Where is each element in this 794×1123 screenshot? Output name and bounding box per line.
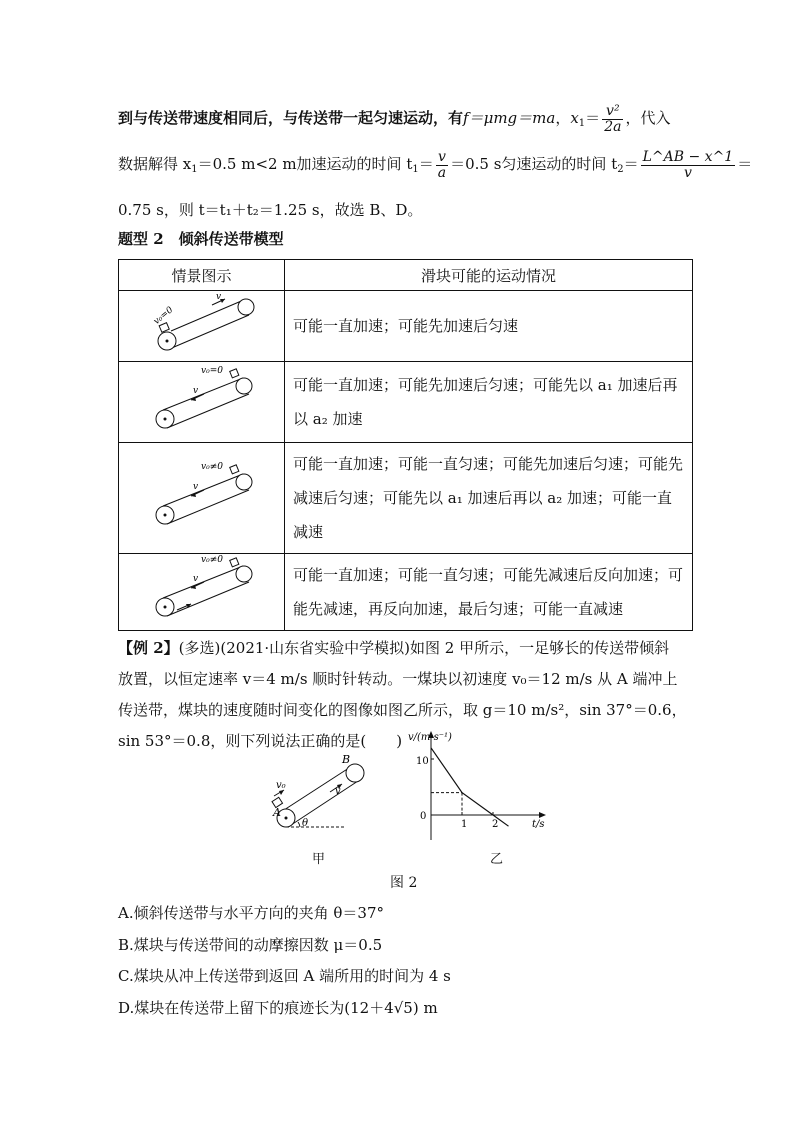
conveyor-diagram-up-v0-zero (119, 291, 285, 357)
scene-figure-2 (119, 362, 285, 443)
scene-figure-3 (119, 443, 285, 554)
svg-text:v: v (193, 386, 199, 396)
option-a: A.倾斜传送带与水平方向的夹角 θ＝37° (118, 904, 384, 922)
table-head-scene: 情景图示 (119, 260, 285, 291)
table-header-row (119, 260, 693, 291)
svg-text:A: A (273, 806, 281, 819)
y-tick-label-0: 0 (420, 811, 427, 822)
example-tag: 【例 2】 (118, 639, 179, 657)
figure-jia-conveyor (258, 750, 378, 840)
example-line-1: 【例 2】(多选)(2021·山东省实验中学模拟)如图 2 甲所示，一足够长的传送带倾斜 (118, 639, 670, 657)
svg-text:v: v (193, 574, 199, 584)
conveyor-diagram-down-v0-nonzero (119, 450, 285, 542)
example-line-2: 放置，以恒定速率 v＝4 m/s 顺时针转动。一煤块以初速度 v₀＝12 m/s 从 A 端冲上 (118, 670, 678, 688)
figure-jia-caption: 甲 (312, 852, 326, 867)
conveyor-diagram-down-reverse (119, 554, 285, 626)
fraction-v-a: $\frac{v}{a}$ (437, 149, 447, 181)
y-axis-label: v/(m·s⁻¹) (408, 732, 452, 743)
table-row (119, 362, 693, 443)
fraction-v2-2a: $\frac{\text{v²}}{2a}$ (604, 103, 622, 135)
motion-cell-4: 可能一直加速；可能一直匀速；可能先减速后反向加速；可能先减速，再反向加速，最后匀速；可能一直减速 (285, 554, 693, 631)
x-axis-label: t/s (532, 819, 545, 830)
motion-cell-1: 可能一直加速；可能先加速后匀速 (285, 291, 693, 362)
example-line-3: 传送带，煤块的速度随时间变化的图像如图乙所示，取 g＝10 m/s²，sin 37°＝0.6， (118, 701, 687, 719)
series-line (431, 748, 509, 826)
motion-cell-3: 可能一直加速；可能一直匀速；可能先加速后匀速；可能先减速后匀速；可能先以 a₁ 加速后再以 a₂ 加速；可能一直减速 (285, 443, 693, 554)
svg-text:θ: θ (302, 818, 309, 829)
scene-figure-1 (119, 291, 285, 362)
svg-text:v₀≠0: v₀≠0 (201, 462, 223, 472)
scene-figure-4 (119, 554, 285, 631)
option-c: C.煤块从冲上传送带到返回 A 端所用的时间为 4 s (118, 967, 451, 985)
svg-text:B: B (342, 753, 351, 766)
fraction-lab: $\frac{L\^{}AB - x\^{}1}{v}$ (642, 149, 734, 181)
svg-text:v: v (216, 292, 222, 302)
svg-text:v₀≠0: v₀≠0 (201, 555, 223, 565)
svg-text:v: v (193, 482, 199, 492)
figure-yi-caption: 乙 (490, 852, 504, 867)
svg-text:v₀=0: v₀=0 (201, 366, 223, 376)
option-d: D.煤块在传送带上留下的痕迹长为(12＋4√5) m (118, 999, 438, 1017)
motion-cell-2: 可能一直加速；可能先加速后匀速；可能先以 a₁ 加速后再以 a₂ 加速 (285, 362, 693, 443)
example-line-4: sin 53°＝0.8，则下列说法正确的是( ) (118, 732, 403, 750)
y-tick-label-10: 10 (416, 756, 429, 767)
solution-line-3: 0.75 s，则 t＝t₁＋t₂＝1.25 s，故选 B、D。 (118, 201, 423, 219)
solution-line-2: 数据解得 $x_1=0.5$ m<2 m加速运动的时间 $t_1=$ $\frac{v}{a}$ ＝0.5 s匀速运动的时间 $t_2=$ $\frac{L\^{}AB - x\^{}1}{v}$ ＝ (118, 149, 753, 181)
x-tick-label-1: 1 (461, 819, 468, 830)
table-head-motion: 滑块可能的运动情况 (285, 260, 693, 291)
svg-text:v₀=0: v₀=0 (152, 305, 176, 327)
model-table (118, 259, 693, 631)
figure-yi-vt-chart (398, 728, 548, 848)
svg-text:v₀: v₀ (276, 780, 286, 791)
table-row (119, 554, 693, 631)
section-title: 题型 2 倾斜传送带模型 (118, 230, 284, 248)
conveyor-diagram-down-v0-zero (119, 362, 285, 438)
solution-line-1: 到与传送带速度相同后，与传送带一起匀速运动，有f＝μmg＝ma，$x_1=$ $\frac{\text{v²}}{2a}$ ，代入 (118, 103, 671, 135)
figure-caption: 图 2 (390, 875, 418, 891)
option-b: B.煤块与传送带间的动摩擦因数 μ＝0.5 (118, 936, 383, 954)
x-tick-label-2: 2 (492, 819, 499, 830)
table-row (119, 443, 693, 554)
svg-text:v: v (335, 786, 341, 797)
table-row (119, 291, 693, 362)
